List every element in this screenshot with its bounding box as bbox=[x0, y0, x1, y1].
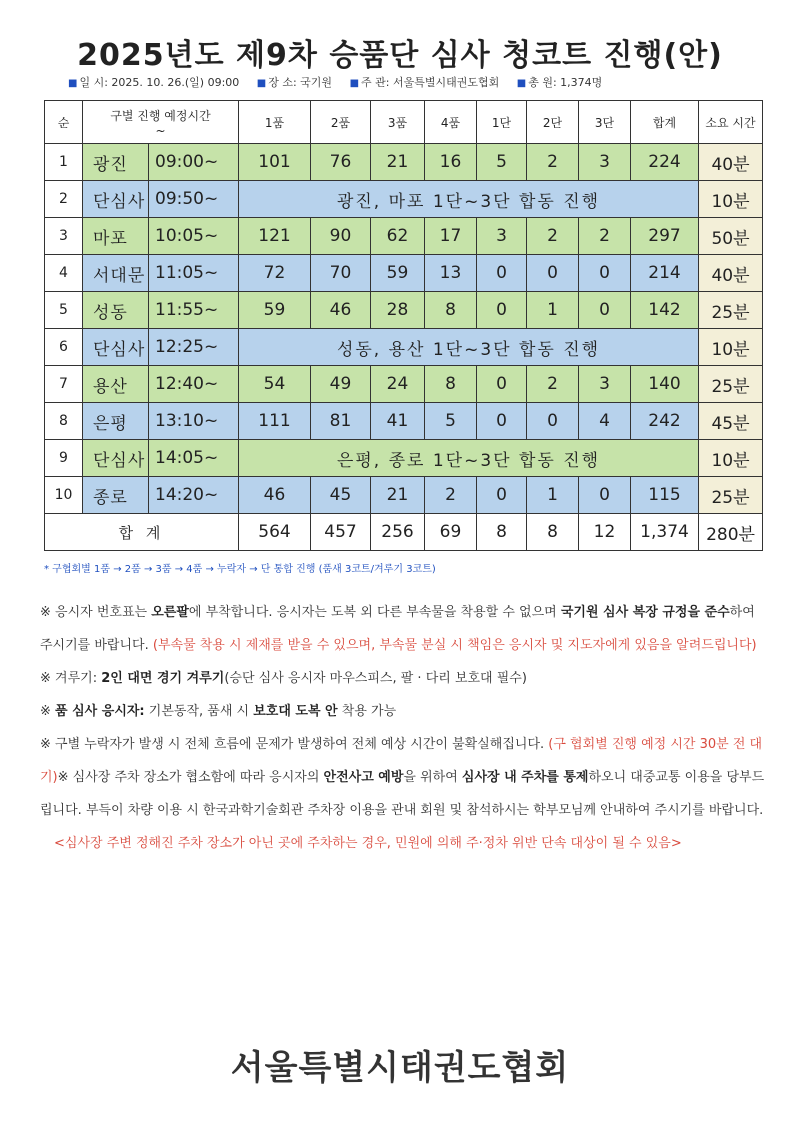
col-p1: 1품 bbox=[239, 101, 311, 144]
merged-session: 성동, 용산 1단~3단 합동 진행 bbox=[239, 329, 699, 366]
col-d3: 3단 bbox=[579, 101, 631, 144]
header-row bbox=[45, 101, 763, 144]
total-label: 합 계 bbox=[45, 514, 239, 551]
table-row: 10 종로 14:20~ 46 45 21 2 0 1 0 115 25분 bbox=[45, 477, 763, 514]
merged-session: 광진, 마포 1단~3단 합동 진행 bbox=[239, 181, 699, 218]
event-info bbox=[68, 74, 616, 90]
col-d1: 1단 bbox=[477, 101, 527, 144]
info-date: ■ 일 시: 2025. 10. 26.(일) 09:00 bbox=[68, 76, 240, 89]
info-place: ■ 장 소: 국기원 bbox=[256, 76, 333, 89]
col-no: 순 bbox=[45, 101, 83, 144]
info-total: ■ 총 원: 1,374명 bbox=[516, 76, 603, 89]
col-district: 구별 진행 예정시간 ~ bbox=[83, 101, 239, 144]
table-row: 4 서대문 11:05~ 72 70 59 13 0 0 0 214 40분 bbox=[45, 255, 763, 292]
bullet-icon: ■ bbox=[349, 78, 360, 89]
col-p4: 4품 bbox=[425, 101, 477, 144]
table-row: 2 단심사 09:50~ 광진, 마포 1단~3단 합동 진행 10분 bbox=[45, 181, 763, 218]
col-p3: 3품 bbox=[371, 101, 425, 144]
info-host: ■ 주 관: 서울특별시태권도협회 bbox=[349, 76, 500, 89]
table-row: 3 마포 10:05~ 121 90 62 17 3 2 2 297 50분 bbox=[45, 218, 763, 255]
schedule-table bbox=[44, 100, 763, 551]
bullet-icon: ■ bbox=[516, 78, 527, 89]
col-d2: 2단 bbox=[527, 101, 579, 144]
table-row: 6 단심사 12:25~ 성동, 용산 1단~3단 합동 진행 10분 bbox=[45, 329, 763, 366]
table-row: 1 광진 09:00~ 101 76 21 16 5 2 3 224 40분 bbox=[45, 144, 763, 181]
organization-name: 서울특별시태권도협회 bbox=[230, 1048, 570, 1088]
total-row: 합 계 564 457 256 69 8 8 12 1,374 280분 bbox=[45, 514, 763, 551]
bullet-icon: ■ bbox=[256, 78, 267, 89]
table-row: 5 성동 11:55~ 59 46 28 8 0 1 0 142 25분 bbox=[45, 292, 763, 329]
note-item: ※ 구별 누락자가 발생 시 전체 흐름에 문제가 발생하여 전체 예상 시간이 불확실해집니다. (구 협회별 진행 예정 시간 30분 전 대기)※ 심사장 주차 장소가 협소함에 따라 응시자의 안전사고 예방을 위하여 심사장 내 주차를 통제하오니 대중교통 이용을 당부드립니다. 부득이 차량 이용 시 한국과학기술회관 주차장 이용을 관내 회원 및 참석하시는 학부모님께 안내하여 주시기를 바랍니다. bbox=[40, 737, 765, 818]
note-item: ※ 겨루기: 2인 대면 경기 겨루기(승단 심사 응시자 마우스피스, 팔 · 다리 보호대 필수) bbox=[40, 671, 527, 686]
bullet-icon: ■ bbox=[68, 78, 78, 89]
page-title: 2025년도 제9차 승품단 심사 청코트 진행(안) bbox=[77, 38, 723, 73]
order-note: * 구협회별 1품 → 2품 → 3품 → 4품 → 누락자 → 단 통합 진행 (품새 3코트/겨루기 3코트) bbox=[44, 564, 436, 575]
table-row: 9 단심사 14:05~ 은평, 종로 1단~3단 합동 진행 10분 bbox=[45, 440, 763, 477]
parking-warning: <심사장 주변 정해진 주차 장소가 아닌 곳에 주차하는 경우, 민원에 의해 주·정차 위반 단속 대상이 될 수 있음> bbox=[54, 836, 682, 851]
col-sum: 합계 bbox=[631, 101, 699, 144]
col-p2: 2품 bbox=[311, 101, 371, 144]
table-row: 7 용산 12:40~ 54 49 24 8 0 2 3 140 25분 bbox=[45, 366, 763, 403]
note-item: ※ 응시자 번호표는 오른팔에 부착합니다. 응시자는 도복 외 다른 부속물을 착용할 수 없으며 국기원 심사 복장 규정을 준수하여 주시기를 바랍니다. (부속물 착용 시 제재를 받을 수 있으며, 부속물 분실 시 책임은 응시자 및 지도자에게 있음을 알려드립니다) bbox=[40, 605, 757, 653]
merged-session: 은평, 종로 1단~3단 합동 진행 bbox=[239, 440, 699, 477]
table-row: 8 은평 13:10~ 111 81 41 5 0 0 4 242 45분 bbox=[45, 403, 763, 440]
notes-section bbox=[40, 596, 768, 860]
col-time: 소요 시간 bbox=[699, 101, 763, 144]
note-item: ※ 품 심사 응시자: 기본동작, 품새 시 보호대 도복 안 착용 가능 bbox=[40, 704, 397, 719]
